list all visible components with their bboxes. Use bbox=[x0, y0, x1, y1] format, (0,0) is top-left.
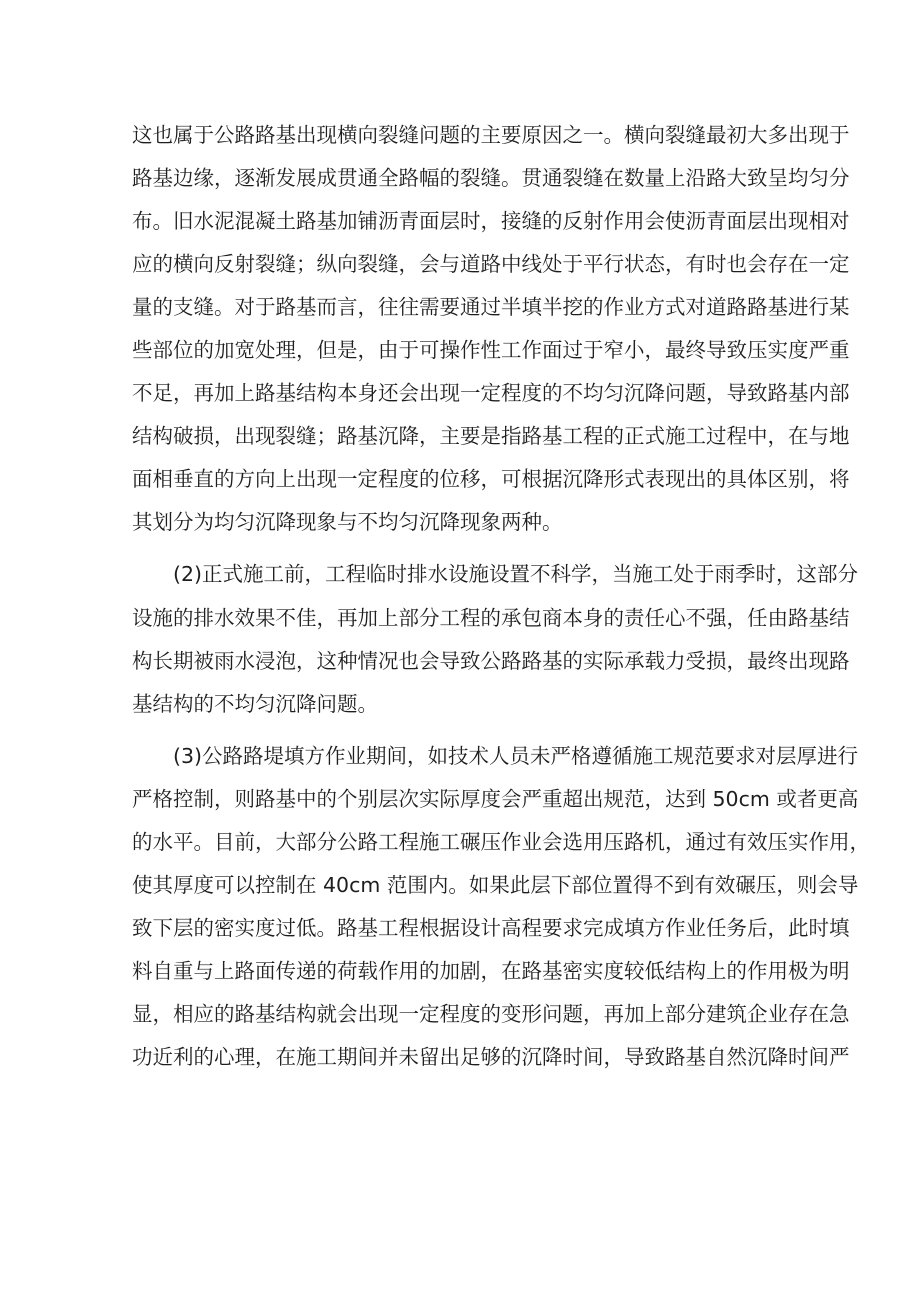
text-line: 使其厚度可以控制在 40cm 范围内。如果此层下部位置得不到有效碾压，则会导 bbox=[132, 872, 859, 897]
text-line: 严格控制，则路基中的个别层次实际厚度会严重超出规范，达到 50cm 或者更高 bbox=[132, 786, 859, 811]
text-line: 设施的排水效果不佳，再加上部分工程的承包商本身的责任心不强，任由路基结 bbox=[132, 605, 850, 630]
text-line: 构长期被雨水浸泡，这种情况也会导致公路路基的实际承载力受损，最终出现路 bbox=[132, 648, 850, 673]
document-body bbox=[132, 114, 870, 1079]
text-line: 些部位的加宽处理，但是，由于可操作性工作面过于窄小，最终导致压实度严重 bbox=[132, 338, 850, 363]
text-line: 基结构的不均匀沉降问题。 bbox=[132, 691, 378, 716]
text-line: 料自重与上路面传递的荷载作用的加剧，在路基密实度较低结构上的作用极为明 bbox=[132, 958, 850, 983]
text-line: 功近利的心理，在施工期间并未留出足够的沉降时间，导致路基自然沉降时间严 bbox=[132, 1044, 850, 1069]
paragraph-gap bbox=[132, 544, 796, 553]
text-line: (2)正式施工前，工程临时排水设施设置不科学，当施工处于雨季时，这部分 bbox=[173, 562, 859, 587]
text-line: (3)公路路堤填方作业期间，如技术人员未严格遵循施工规范要求对层厚进行 bbox=[173, 743, 859, 768]
text-line: 结构破损，出现裂缝；路基沉降，主要是指路基工程的正式施工过程中，在与地 bbox=[132, 424, 850, 449]
text-line: 显，相应的路基结构就会出现一定程度的变形问题，再加上部分建筑企业存在急 bbox=[132, 1001, 850, 1026]
paragraph-2 bbox=[132, 553, 859, 725]
text-line: 量的支缝。对于路基而言，往往需要通过半填半挖的作业方式对道路路基进行某 bbox=[132, 295, 850, 320]
text-line: 不足，再加上路基结构本身还会出现一定程度的不均匀沉降问题，导致路基内部 bbox=[132, 381, 850, 406]
paragraph-gap bbox=[132, 726, 796, 735]
text-line: 致下层的密实度过低。路基工程根据设计高程要求完成填方作业任务后，此时填 bbox=[132, 915, 850, 940]
text-line: 应的横向反射裂缝；纵向裂缝，会与道路中线处于平行状态，有时也会存在一定 bbox=[132, 252, 850, 277]
paragraph-3 bbox=[132, 735, 870, 1079]
paragraph-1 bbox=[132, 114, 850, 544]
text-line: 面相垂直的方向上出现一定程度的位移，可根据沉降形式表现出的具体区别，将 bbox=[132, 467, 850, 492]
text-line: 路基边缘，逐渐发展成贯通全路幅的裂缝。贯通裂缝在数量上沿路大致呈均匀分 bbox=[132, 166, 850, 191]
text-line: 布。旧水泥混凝土路基加铺沥青面层时，接缝的反射作用会使沥青面层出现相对 bbox=[132, 209, 850, 234]
text-line: 这也属于公路路基出现横向裂缝问题的主要原因之一。横向裂缝最初大多出现于 bbox=[132, 123, 850, 147]
text-line: 其划分为均匀沉降现象与不均匀沉降现象两种。 bbox=[132, 510, 563, 535]
text-line: 的水平。目前，大部分公路工程施工碾压作业会选用压路机，通过有效压实作用， bbox=[132, 829, 870, 854]
